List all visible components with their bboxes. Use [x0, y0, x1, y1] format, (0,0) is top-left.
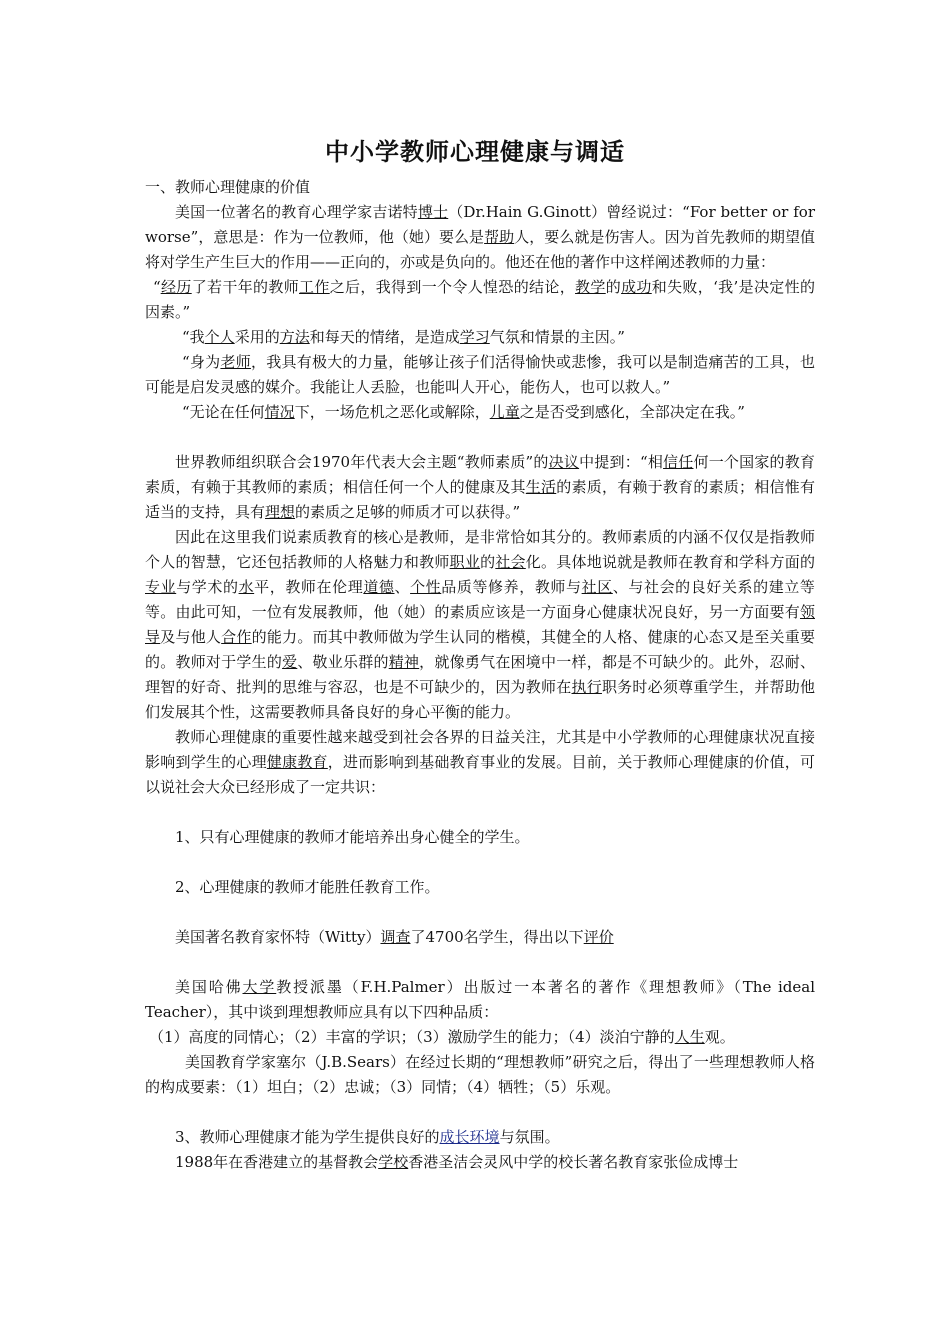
list-item-3: [145, 1125, 815, 1150]
quote-2: [145, 325, 815, 350]
term-link[interactable]: 儿童: [489, 403, 520, 421]
spacer: [145, 425, 815, 450]
text: ，进而影响到基础教育事业的发展。目前，关于教师心理健康的价值，可以说社会大众已经形成了一定共识：: [145, 753, 815, 796]
term-link[interactable]: 方法: [279, 328, 310, 346]
list-item-2: 2、心理健康的教师才能胜任教育工作。: [175, 878, 440, 896]
document-title: 中小学教师心理健康与调适: [325, 138, 625, 166]
text: 1988年在香港建立的基督教会: [175, 1153, 379, 1171]
text: （Dr.Hain G.Ginott）曾经说过：“For better or for worse”，意思是：作为一位教师，他（她）要么是: [145, 203, 815, 246]
document-body: [145, 175, 815, 1175]
quote-3: [145, 350, 815, 400]
paragraph-4: [145, 725, 815, 800]
text: 了若干年的教师: [191, 278, 300, 296]
term-link[interactable]: 帮助: [484, 228, 515, 246]
text: ，就像勇气在困境中一样，都是不可缺少的。此外，忍耐、理智的好奇、批判的思维与容忍，也是不可缺少的，因为教师在: [145, 653, 815, 696]
text: 教授派墨（F.H.Palmer）出版过一本著名的著作《理想教师》（The ideal Teacher），其中谈到理想教师应具有以下四种品质：: [145, 978, 815, 1021]
text: 世界教师组织联合会1970年代表大会主题“教师素质”的: [175, 453, 549, 471]
quote-4: [145, 400, 815, 425]
text: 何一个国家的教育素质，有赖于其教师的素质；相信任何一个人的健康及其: [145, 453, 815, 496]
term-link[interactable]: 道德: [363, 578, 395, 596]
text: 美国著名教育家怀特（Witty）: [175, 928, 381, 946]
text: 、敬业乐群的: [297, 653, 389, 671]
term-link[interactable]: 信任: [663, 453, 694, 471]
term-link[interactable]: 领导: [145, 603, 815, 646]
spacer: [145, 1100, 815, 1125]
term-link[interactable]: 职业: [449, 553, 481, 571]
text: 品质等修养，教师与: [441, 578, 582, 596]
text: 的: [605, 278, 622, 296]
text: 人，要么就是伤害人。因为首先教师的期望值将对学生产生巨大的作用——正向的，亦或是负向的。他还在他的著作中这样阐述教师的力量：: [145, 228, 815, 271]
term-link[interactable]: 爱: [282, 653, 298, 671]
text: （1）高度的同情心；（2）丰富的学识；（3）激励学生的能力；（4）淡泊宁静的: [149, 1028, 675, 1046]
text: 3、教师心理健康才能为学生提供良好的: [175, 1128, 440, 1146]
text: 的: [480, 553, 496, 571]
paragraph-3: [145, 525, 815, 725]
paragraph-6: [145, 975, 815, 1025]
text: 因此在这里我们说素质教育的核心是教师，是非常恰如其分的。教师素质的内涵不仅仅是指教师个人的智慧，它还包括教师的人格魅力和教师: [145, 528, 815, 571]
term-link[interactable]: 水: [238, 578, 255, 596]
term-link[interactable]: 社区: [581, 578, 613, 596]
text: 和失败，‘我’是决定性的因素。”: [145, 278, 815, 321]
text: 、: [394, 578, 411, 596]
term-link[interactable]: 精神: [388, 653, 420, 671]
term-link[interactable]: 执行: [571, 678, 602, 696]
text: 之是否受到感化，全部决定在我。”: [519, 403, 745, 421]
text: 的能力。而其中教师做为学生认同的楷模，其健全的人格、健康的心态又是至关重要的。教师对于学生的: [145, 628, 815, 671]
term-link[interactable]: 理想: [265, 503, 296, 521]
term-link[interactable]: 生活: [525, 478, 557, 496]
text: 与学术的: [176, 578, 239, 596]
term-link[interactable]: 教学: [575, 278, 606, 296]
term-link[interactable]: 经历: [160, 278, 192, 296]
term-link[interactable]: 学校: [378, 1153, 409, 1171]
spacer: [145, 950, 815, 975]
term-link[interactable]: 合作: [221, 628, 252, 646]
text: 的素质，有赖于教育的素质；相信惟有适当的支持，具有: [145, 478, 815, 521]
text: 职务时必须尊重学生，并帮助他们发展其个性，这需要教师具备良好的身心平衡的能力。: [145, 678, 815, 721]
term-link[interactable]: 情况: [264, 403, 295, 421]
text: 下，一场危机之恶化或解除，: [294, 403, 490, 421]
term-link[interactable]: 学习: [459, 328, 490, 346]
term-link[interactable]: 调查: [380, 928, 411, 946]
section-heading: 一、教师心理健康的价值: [145, 178, 311, 196]
spacer: [145, 800, 815, 825]
spacer: [145, 850, 815, 875]
term-link[interactable]: 成功: [621, 278, 652, 296]
text: “无论在任何: [182, 403, 265, 421]
text: 了4700名学生，得出以下: [410, 928, 584, 946]
term-link[interactable]: 博士: [417, 203, 449, 221]
term-link[interactable]: 健康教育: [266, 753, 328, 771]
text: ，我具有极大的力量，能够让孩子们活得愉快或悲惨，我可以是制造痛苦的工具，也可能是启发灵感的媒介。我能让人丢脸，也能叫人开心，能伤人，也可以救人。”: [145, 353, 815, 396]
term-link[interactable]: 工作: [299, 278, 330, 296]
term-link[interactable]: 专业: [145, 578, 177, 596]
list-item-1: 1、只有心理健康的教师才能培养出身心健全的学生。: [175, 828, 530, 846]
text: 、与社会的良好关系的建立等等。由此可知，一位有发展教师，他（她）的素质应该是一方面身心健康状况良好，另一方面要有: [145, 578, 815, 621]
text: 香港圣洁会灵风中学的校长著名教育家张俭成博士: [408, 1153, 739, 1171]
paragraph-2: [145, 450, 815, 525]
text: 观。: [704, 1028, 735, 1046]
text: “身为: [182, 353, 221, 371]
paragraph-8: 美国教育学家塞尔（J.B.Sears）在经过长期的“理想教师”研究之后，得出了一些理想教师人格的构成要素：（1）坦白；（2）忠诚；（3）同情；（4）牺牲；（5）乐观。: [145, 1053, 815, 1096]
term-link[interactable]: 成长环境: [439, 1128, 500, 1146]
text: 中提到：“相: [579, 453, 664, 471]
quote-1: [145, 275, 815, 325]
term-link[interactable]: 个性: [410, 578, 442, 596]
text: “: [153, 278, 161, 296]
text: 的素质之足够的师质才可以获得。”: [295, 503, 521, 521]
text: 化。具体地说就是教师在教育和学科方面的: [525, 553, 815, 571]
text: 教师心理健康的重要性越来越受到社会各界的日益关注，尤其是中小学教师的心理健康状况直接影响到学生的心理: [145, 728, 815, 771]
term-link[interactable]: 个人: [204, 328, 235, 346]
term-link[interactable]: 大学: [242, 978, 277, 996]
term-link[interactable]: 决议: [548, 453, 580, 471]
text: 与氛围。: [499, 1128, 560, 1146]
term-link[interactable]: 评价: [583, 928, 614, 946]
term-link[interactable]: 社会: [495, 553, 526, 571]
spacer: [145, 900, 815, 925]
term-link[interactable]: 人生: [674, 1028, 705, 1046]
text: “我: [182, 328, 205, 346]
text: 之后，我得到一个令人惶恐的结论，: [329, 278, 576, 296]
paragraph-5: [145, 925, 815, 950]
text: 气氛和情景的主因。”: [489, 328, 625, 346]
text: 美国哈佛: [175, 978, 243, 996]
paragraph-9: [145, 1150, 815, 1175]
paragraph-7: [145, 1025, 815, 1050]
text: 和每天的情绪，是造成: [309, 328, 460, 346]
text: 平，教师在伦理: [254, 578, 364, 596]
paragraph-1: [145, 200, 815, 275]
term-link[interactable]: 老师: [220, 353, 251, 371]
text: 及与他人: [160, 628, 222, 646]
text: 采用的: [234, 328, 280, 346]
text: 美国一位著名的教育心理学家吉诺特: [175, 203, 418, 221]
